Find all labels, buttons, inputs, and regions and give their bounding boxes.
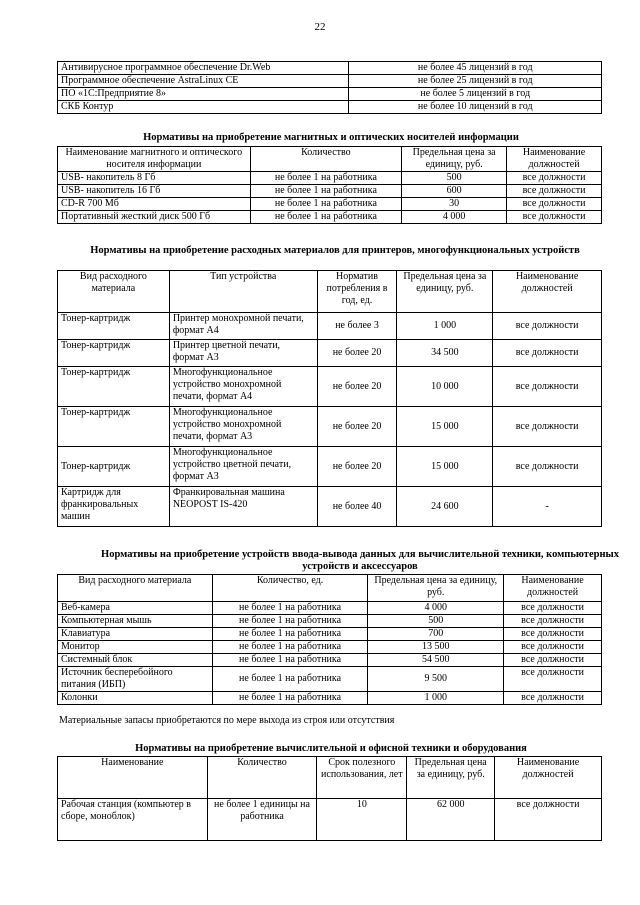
cell: не более 1 на работника xyxy=(212,641,368,654)
cell: все должности xyxy=(493,447,602,487)
cell: 15 000 xyxy=(397,447,493,487)
table-header-row xyxy=(58,575,602,602)
cell: Тонер-картридж xyxy=(58,447,170,487)
io-devices-table xyxy=(57,574,602,705)
cell: все должности xyxy=(507,198,602,211)
cell: не более 20 xyxy=(317,367,397,407)
table-header-row xyxy=(58,271,602,313)
cell: 10 000 xyxy=(397,367,493,407)
cell: не более 1 на работника xyxy=(212,602,368,615)
column-header: Количество xyxy=(250,147,402,172)
cell: не более 1 на работника xyxy=(250,198,402,211)
cell: все должности xyxy=(507,185,602,198)
cell: все должности xyxy=(507,211,602,224)
cell: 4 000 xyxy=(402,211,507,224)
cell: Портативный жесткий диск 500 Гб xyxy=(58,211,251,224)
table-row xyxy=(58,101,602,114)
licenses-table xyxy=(57,61,602,114)
table-row xyxy=(58,407,602,447)
cell: не более 1 на работника xyxy=(212,692,368,705)
cell: все должности xyxy=(493,313,602,340)
column-header: Наименование должностей xyxy=(493,271,602,313)
table-row xyxy=(58,667,602,692)
license-name: СКБ Контур xyxy=(58,101,349,114)
cell: Системный блок xyxy=(58,654,213,667)
cell: не более 1 на работника xyxy=(212,654,368,667)
column-header: Срок полезного использования, лет xyxy=(317,757,407,799)
column-header: Норматив потребления в год, ед. xyxy=(317,271,397,313)
cell: Компьютерная мышь xyxy=(58,615,213,628)
cell: все должности xyxy=(504,667,602,692)
cell: 1 000 xyxy=(397,313,493,340)
cell: все должности xyxy=(504,641,602,654)
column-header: Предельная цена за единицу, руб. xyxy=(402,147,507,172)
table-row xyxy=(58,654,602,667)
cell: Рабочая станция (компьютер в сборе, моноблок) xyxy=(58,799,208,841)
cell: все должности xyxy=(493,340,602,367)
cell: все должности xyxy=(504,602,602,615)
cell: Принтер цветной печати, формат А3 xyxy=(169,340,317,367)
table-row xyxy=(58,615,602,628)
column-header: Вид расходного материала xyxy=(58,271,170,313)
media-section-title: Нормативы на приобретение магнитных и оптических носителей информации xyxy=(143,132,519,143)
license-name: Программное обеспечение AstraLinux CE xyxy=(58,75,349,88)
column-header: Наименование должностей xyxy=(507,147,602,172)
cell: не более 40 xyxy=(317,487,397,527)
cell: не более 1 на работника xyxy=(212,667,368,692)
media-table xyxy=(57,146,602,224)
column-header: Наименование xyxy=(58,757,208,799)
cell: не более 1 на работника xyxy=(212,628,368,641)
cell: все должности xyxy=(507,172,602,185)
cell: 10 xyxy=(317,799,407,841)
column-header: Количество xyxy=(207,757,317,799)
cell: 500 xyxy=(402,172,507,185)
cell: CD-R 700 Мб xyxy=(58,198,251,211)
cell: все должности xyxy=(495,799,602,841)
license-name: Антивирусное программное обеспечение Dr.Web xyxy=(58,62,349,75)
cell: USB- накопитель 16 Гб xyxy=(58,185,251,198)
column-header: Предельная цена за единицу, руб. xyxy=(368,575,504,602)
cell: все должности xyxy=(504,654,602,667)
cell: 62 000 xyxy=(407,799,495,841)
table-row xyxy=(58,172,602,185)
cell: все должности xyxy=(493,367,602,407)
cell: не более 1 на работника xyxy=(212,615,368,628)
table-row xyxy=(58,692,602,705)
cell: 15 000 xyxy=(397,407,493,447)
cell: не более 1 на работника xyxy=(250,172,402,185)
cell: 13 500 xyxy=(368,641,504,654)
cell: Тонер-картридж xyxy=(58,313,170,340)
table-row xyxy=(58,487,602,527)
license-qty: не более 45 лицензий в год xyxy=(349,62,602,75)
cell: не более 20 xyxy=(317,340,397,367)
cell: не более 1 единицы на работника xyxy=(207,799,317,841)
cell: все должности xyxy=(504,615,602,628)
cell: Принтер монохромной печати, формат А4 xyxy=(169,313,317,340)
io-devices-section-title: Нормативы на приобретение устройств ввода-вывода данных для вычислительной техники, компьютерных устройств и аксессуаров xyxy=(101,549,619,572)
table-row xyxy=(58,198,602,211)
cell: Многофункциональное устройство монохромной печати, формат А4 xyxy=(169,367,317,407)
license-name: ПО «1С:Предприятие 8» xyxy=(58,88,349,101)
cell: не более 1 на работника xyxy=(250,185,402,198)
cell: Тонер-картридж xyxy=(58,340,170,367)
cell: Франкировальная машина NEOPOST IS-420 xyxy=(169,487,317,527)
table-header-row xyxy=(58,757,602,799)
license-qty: не более 25 лицензий в год xyxy=(349,75,602,88)
cell: Тонер-картридж xyxy=(58,407,170,447)
cell: 500 xyxy=(368,615,504,628)
cell: все должности xyxy=(504,692,602,705)
table-row xyxy=(58,88,602,101)
cell: все должности xyxy=(493,407,602,447)
cell: 34 500 xyxy=(397,340,493,367)
cell: 4 000 xyxy=(368,602,504,615)
column-header: Наименование магнитного и оптического носителя информации xyxy=(58,147,251,172)
equipment-section-title: Нормативы на приобретение вычислительной и офисной техники и оборудования xyxy=(135,743,527,754)
table-header-row xyxy=(58,147,602,172)
cell: Картридж для франкировальных машин xyxy=(58,487,170,527)
column-header: Предельная цена за единицу, руб. xyxy=(397,271,493,313)
table-row xyxy=(58,340,602,367)
cell: 700 xyxy=(368,628,504,641)
cell: 600 xyxy=(402,185,507,198)
column-header: Вид расходного материала xyxy=(58,575,213,602)
cell: 54 500 xyxy=(368,654,504,667)
cell: 1 000 xyxy=(368,692,504,705)
license-qty: не более 10 лицензий в год xyxy=(349,101,602,114)
cell: Монитор xyxy=(58,641,213,654)
cell: 24 600 xyxy=(397,487,493,527)
cell: Веб-камера xyxy=(58,602,213,615)
table-row xyxy=(58,367,602,407)
cell: 30 xyxy=(402,198,507,211)
table-row xyxy=(58,313,602,340)
cell: Многофункциональное устройство монохромной печати, формат А3 xyxy=(169,407,317,447)
cell: Источник бесперебойного питания (ИБП) xyxy=(58,667,213,692)
consumables-table xyxy=(57,270,602,527)
table-row xyxy=(58,628,602,641)
cell: - xyxy=(493,487,602,527)
cell: USB- накопитель 8 Гб xyxy=(58,172,251,185)
table-row xyxy=(58,641,602,654)
cell: не более 3 xyxy=(317,313,397,340)
cell: Клавиатура xyxy=(58,628,213,641)
cell: не более 1 на работника xyxy=(250,211,402,224)
page-number: 22 xyxy=(314,21,326,33)
table-row xyxy=(58,211,602,224)
consumables-section-title: Нормативы на приобретение расходных материалов для принтеров, многофункциональных устройств xyxy=(90,245,580,256)
table-row xyxy=(58,75,602,88)
cell: не более 20 xyxy=(317,447,397,487)
cell: 9 500 xyxy=(368,667,504,692)
cell: Тонер-картридж xyxy=(58,367,170,407)
license-qty: не более 5 лицензий в год xyxy=(349,88,602,101)
table-row xyxy=(58,799,602,841)
column-header: Количество, ед. xyxy=(212,575,368,602)
table-row xyxy=(58,62,602,75)
io-devices-note: Материальные запасы приобретаются по мере выхода из строя или отсутствия xyxy=(59,715,395,726)
column-header: Предельная цена за единицу, руб. xyxy=(407,757,495,799)
cell: Колонки xyxy=(58,692,213,705)
cell: все должности xyxy=(504,628,602,641)
cell: не более 20 xyxy=(317,407,397,447)
column-header: Наименование должностей xyxy=(504,575,602,602)
column-header: Тип устройства xyxy=(169,271,317,313)
column-header: Наименование должностей xyxy=(495,757,602,799)
table-row xyxy=(58,602,602,615)
equipment-table xyxy=(57,756,602,841)
cell: Многофункциональное устройство цветной печати, формат А3 xyxy=(169,447,317,487)
table-row xyxy=(58,185,602,198)
table-row xyxy=(58,447,602,487)
